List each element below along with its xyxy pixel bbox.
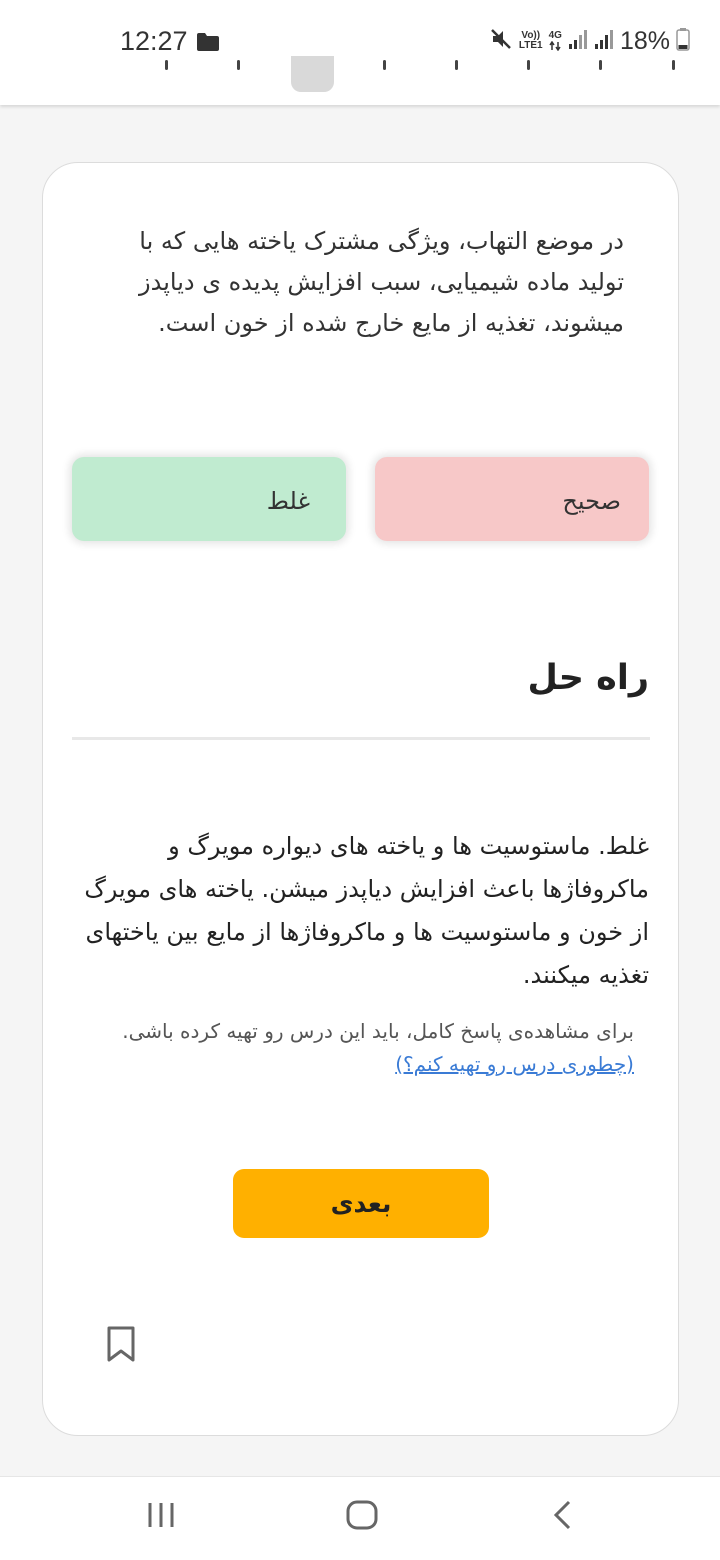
status-icons — [489, 26, 690, 56]
question-card — [42, 162, 679, 1436]
volte-indicator — [519, 31, 543, 51]
lte-label: LTE1 — [518, 40, 543, 51]
purchase-note — [74, 1015, 634, 1081]
solution-text: غلط. ماستوسیت ها و یاخته های دیواره مویرگ و ماکروفاژها باعث افزایش دیاپدز میشن. یاخته های مویرگ از خون و ماستوسیت ها و ماکروفاژها از مایع بین یاختهای تغذیه میکنند. — [84, 832, 649, 989]
bookmark-icon[interactable] — [105, 1325, 137, 1367]
purchase-note-text: برای مشاهده‌ی پاسخ کامل، باید این درس رو تهیه کرده باشی. — [122, 1019, 634, 1043]
signal-icon — [594, 28, 614, 54]
status-time: 12:27 — [120, 26, 188, 56]
mute-icon — [489, 27, 513, 55]
status-bar — [0, 0, 720, 105]
battery-icon — [676, 27, 690, 55]
signal-icon — [568, 28, 588, 54]
active-tab[interactable] — [291, 56, 334, 92]
back-icon[interactable] — [550, 1499, 576, 1535]
correct-button[interactable]: صحیح — [375, 457, 649, 541]
recent-apps-icon[interactable] — [146, 1499, 176, 1535]
divider — [72, 737, 650, 740]
next-button[interactable]: بعدی — [233, 1169, 489, 1238]
solution-title: راه حل — [527, 658, 649, 698]
data-indicator — [549, 31, 562, 51]
wrong-button[interactable]: غلط — [72, 457, 346, 541]
4g-label: 4G — [548, 30, 562, 41]
home-icon[interactable] — [345, 1499, 379, 1535]
question-text: در موضع التهاب، ویژگی مشترک یاخته هایی که با تولید ماده شیمیایی، سبب افزایش پدیده ی دیاپدز میشوند، تغذیه از مایع خارج شده از خون است. — [139, 227, 624, 337]
battery-percent: 18% — [619, 26, 670, 55]
system-nav-bar — [0, 1476, 720, 1560]
volte-label: Vo)) — [521, 30, 541, 41]
folder-icon — [196, 32, 220, 56]
lesson-tabs-strip — [0, 56, 720, 96]
how-to-purchase-link[interactable]: (چطوری درس رو تهیه کنم؟) — [395, 1052, 634, 1076]
